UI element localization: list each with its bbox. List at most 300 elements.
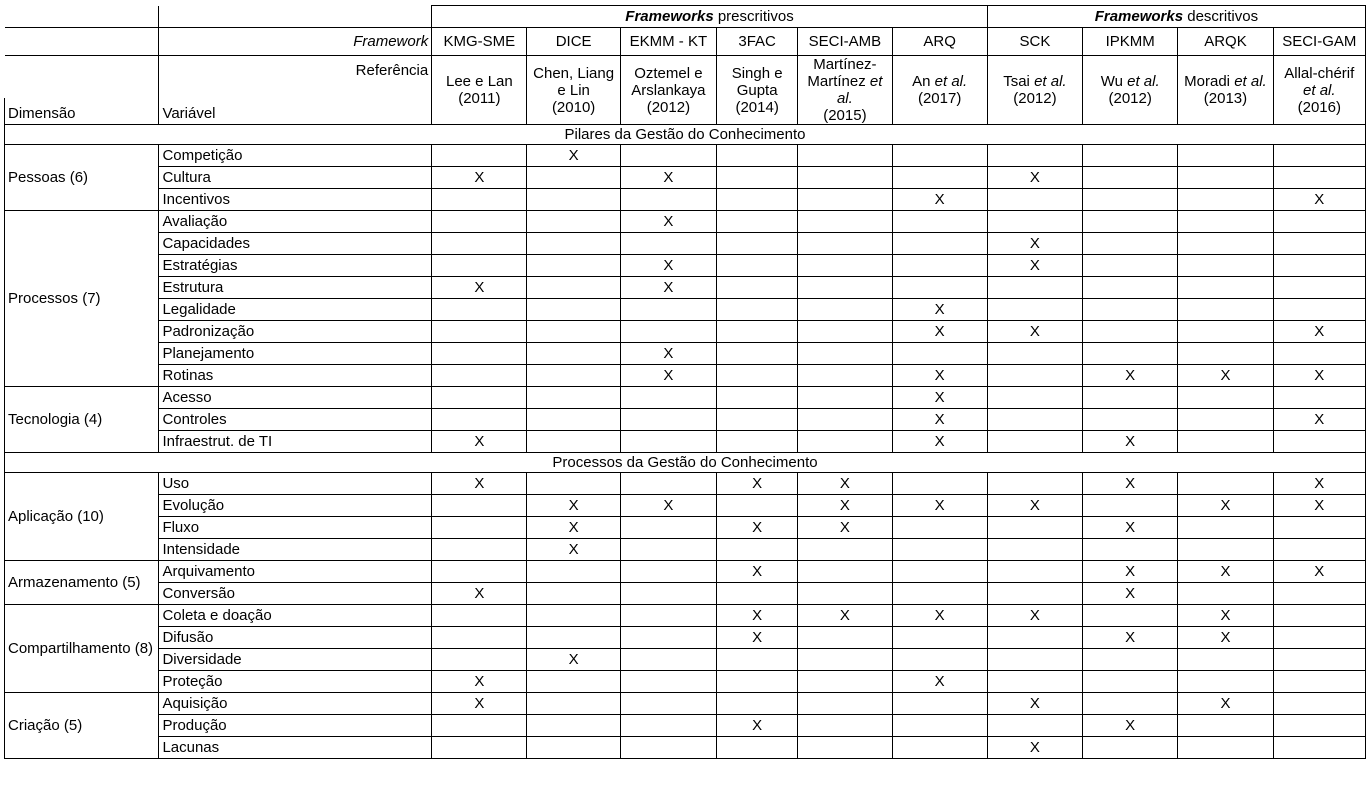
mark-empty [1178,277,1273,299]
mark-empty [620,517,716,539]
mark-empty [717,189,798,211]
mark-empty [987,211,1082,233]
mark-empty [432,255,527,277]
reference-authors: Oztemel e Arslankaya [631,64,706,99]
mark-empty [432,495,527,517]
dimension-cell: Pessoas (6) [5,145,159,211]
mark-x: X [432,693,527,715]
variable-cell: Estrutura [159,277,432,299]
mark-empty [620,715,716,737]
mark-empty [1083,255,1178,277]
variable-cell: Controles [159,409,432,431]
mark-empty [1083,539,1178,561]
mark-empty [620,583,716,605]
mark-empty [987,343,1082,365]
mark-empty [892,343,987,365]
reference-etal: et al. [1034,73,1067,90]
mark-x: X [1273,495,1365,517]
mark-empty [1083,211,1178,233]
mark-x: X [1273,189,1365,211]
mark-x: X [620,343,716,365]
table-row [5,583,1366,605]
variable-cell: Planejamento [159,343,432,365]
mark-empty [987,671,1082,693]
reference-etal: et al. [836,73,883,107]
reference-year: (2012) [1108,90,1152,107]
mark-empty [892,255,987,277]
descriptive-group-text: descritivos [1183,8,1259,25]
mark-empty [620,539,716,561]
mark-empty [1273,671,1365,693]
mark-empty [717,583,798,605]
mark-empty [527,473,620,495]
variable-cell: Avaliação [159,211,432,233]
mark-empty [1178,649,1273,671]
mark-empty [1273,649,1365,671]
mark-x: X [892,495,987,517]
table-row [5,299,1366,321]
mark-x: X [527,145,620,167]
mark-empty [1083,605,1178,627]
table-row [5,277,1366,299]
prescriptive-group-italic: Frameworks [625,8,714,25]
mark-empty [717,321,798,343]
mark-empty [1273,167,1365,189]
mark-empty [527,409,620,431]
mark-x: X [1178,605,1273,627]
framework-code: DICE [527,28,620,56]
mark-empty [798,583,892,605]
mark-x: X [1083,715,1178,737]
mark-empty [620,409,716,431]
mark-x: X [1178,627,1273,649]
mark-x: X [987,321,1082,343]
mark-empty [892,517,987,539]
mark-empty [798,671,892,693]
mark-empty [527,561,620,583]
mark-empty [432,715,527,737]
mark-empty [717,255,798,277]
reference-year: (2010) [551,98,596,116]
dimension-cell: Compartilhamento (8) [5,605,159,693]
reference-label: Referência [159,56,432,99]
mark-x: X [1178,495,1273,517]
reference-etal: et al. [1234,73,1267,90]
mark-x: X [1273,365,1365,387]
mark-empty [527,365,620,387]
mark-empty [798,255,892,277]
mark-empty [620,671,716,693]
mark-x: X [1083,365,1178,387]
mark-empty [527,321,620,343]
mark-empty [717,737,798,759]
framework-reference [987,56,1082,125]
reference-etal: et al. [1127,73,1160,90]
section-title: Processos da Gestão do Conhecimento [5,453,1366,473]
table-row [5,473,1366,495]
reference-authors: Moradi [1184,73,1231,90]
mark-empty [1178,583,1273,605]
mark-empty [798,233,892,255]
table-row [5,561,1366,583]
mark-empty [527,299,620,321]
framework-code: SCK [987,28,1082,56]
mark-x: X [1273,321,1365,343]
mark-empty [527,605,620,627]
mark-empty [987,365,1082,387]
dimension-cell: Armazenamento (5) [5,561,159,605]
mark-x: X [892,189,987,211]
mark-empty [717,539,798,561]
mark-empty [620,189,716,211]
mark-x: X [1178,365,1273,387]
mark-x: X [527,649,620,671]
mark-x: X [432,431,527,453]
mark-x: X [892,671,987,693]
mark-empty [717,167,798,189]
mark-empty [892,233,987,255]
variable-cell: Acesso [159,387,432,409]
mark-x: X [432,473,527,495]
mark-empty [798,321,892,343]
mark-x: X [527,539,620,561]
mark-x: X [717,561,798,583]
mark-empty [527,671,620,693]
table-row [5,517,1366,539]
mark-x: X [798,605,892,627]
mark-empty [620,299,716,321]
mark-empty [1273,211,1365,233]
mark-x: X [892,409,987,431]
dimension-cell: Tecnologia (4) [5,387,159,453]
mark-empty [798,715,892,737]
mark-empty [1273,431,1365,453]
variable-cell: Evolução [159,495,432,517]
mark-empty [527,189,620,211]
mark-x: X [798,495,892,517]
variable-cell: Produção [159,715,432,737]
table-row [5,255,1366,277]
framework-code: EKMM - KT [620,28,716,56]
mark-empty [1273,737,1365,759]
mark-empty [432,343,527,365]
reference-authors: Martínez-Martínez [807,56,877,90]
mark-x: X [892,387,987,409]
table-row [5,693,1366,715]
variable-cell: Competição [159,145,432,167]
framework-code: ARQK [1178,28,1273,56]
mark-empty [987,473,1082,495]
table-row [5,189,1366,211]
mark-empty [1178,473,1273,495]
mark-x: X [620,495,716,517]
mark-empty [1178,299,1273,321]
mark-x: X [1273,409,1365,431]
mark-empty [527,715,620,737]
framework-code: KMG-SME [432,28,527,56]
reference-authors: Chen, Liang e Lin [533,64,615,99]
mark-empty [1178,211,1273,233]
mark-empty [432,189,527,211]
mark-empty [1273,693,1365,715]
mark-empty [987,649,1082,671]
mark-empty [987,583,1082,605]
mark-empty [717,365,798,387]
variable-cell: Incentivos [159,189,432,211]
reference-year: (2014) [735,98,779,116]
mark-empty [620,233,716,255]
mark-empty [1083,693,1178,715]
framework-code: ARQ [892,28,987,56]
framework-code: SECI-GAM [1273,28,1365,56]
mark-x: X [892,299,987,321]
mark-empty [1178,321,1273,343]
mark-empty [892,627,987,649]
mark-empty [892,473,987,495]
mark-empty [987,189,1082,211]
mark-empty [432,517,527,539]
reference-year: (2012) [646,98,691,116]
mark-empty [717,145,798,167]
variable-cell: Arquivamento [159,561,432,583]
table-row [5,671,1366,693]
mark-empty [1178,671,1273,693]
mark-empty [798,299,892,321]
framework-reference [892,56,987,125]
mark-empty [432,737,527,759]
mark-empty [1273,299,1365,321]
mark-empty [1178,737,1273,759]
mark-empty [892,649,987,671]
reference-etal: et al. [1303,81,1336,99]
mark-x: X [892,431,987,453]
dimension-cell: Processos (7) [5,211,159,387]
blank-corner-1 [5,6,159,28]
variable-header: Variável [159,98,432,125]
mark-empty [432,211,527,233]
mark-empty [620,561,716,583]
framework-label: Framework [159,28,432,56]
mark-empty [1178,343,1273,365]
mark-empty [432,299,527,321]
table-row [5,145,1366,167]
mark-x: X [1083,431,1178,453]
reference-year: (2017) [917,90,962,107]
mark-empty [1083,277,1178,299]
mark-empty [1178,409,1273,431]
mark-empty [987,409,1082,431]
mark-x: X [987,605,1082,627]
mark-x: X [892,365,987,387]
mark-x: X [717,605,798,627]
mark-x: X [1083,583,1178,605]
reference-year: (2016) [1297,98,1341,116]
mark-x: X [432,167,527,189]
mark-x: X [717,473,798,495]
framework-reference [1273,56,1365,125]
mark-empty [798,343,892,365]
mark-empty [1178,189,1273,211]
table-row [5,321,1366,343]
mark-empty [1083,321,1178,343]
mark-empty [1178,167,1273,189]
mark-x: X [987,255,1082,277]
mark-empty [620,321,716,343]
mark-empty [1273,539,1365,561]
variable-cell: Difusão [159,627,432,649]
mark-x: X [987,495,1082,517]
framework-reference [620,56,716,125]
mark-empty [432,321,527,343]
table-row [5,539,1366,561]
mark-empty [527,693,620,715]
mark-empty [1273,715,1365,737]
mark-empty [1178,715,1273,737]
variable-cell: Intensidade [159,539,432,561]
mark-empty [798,649,892,671]
mark-empty [717,387,798,409]
mark-empty [1178,431,1273,453]
mark-x: X [527,495,620,517]
mark-empty [1178,539,1273,561]
mark-x: X [717,627,798,649]
variable-cell: Estratégias [159,255,432,277]
mark-empty [432,539,527,561]
mark-x: X [1083,561,1178,583]
blank-left-ref [5,56,159,99]
blank-left [5,28,159,56]
mark-empty [1178,387,1273,409]
section-title: Pilares da Gestão do Conhecimento [5,125,1366,145]
mark-empty [432,145,527,167]
framework-reference [717,56,798,125]
table-row [5,409,1366,431]
blank-corner-2 [159,6,432,28]
table-row [5,627,1366,649]
mark-empty [527,233,620,255]
mark-empty [527,737,620,759]
framework-code: IPKMM [1083,28,1178,56]
mark-x: X [432,671,527,693]
mark-empty [1273,145,1365,167]
mark-empty [987,431,1082,453]
mark-empty [717,649,798,671]
mark-empty [1273,517,1365,539]
table-row [5,431,1366,453]
reference-year: (2012) [1013,90,1057,107]
mark-empty [798,737,892,759]
variable-cell: Fluxo [159,517,432,539]
mark-empty [1178,517,1273,539]
mark-empty [620,737,716,759]
mark-empty [1083,145,1178,167]
mark-empty [1083,189,1178,211]
mark-empty [1083,495,1178,517]
mark-empty [717,233,798,255]
mark-x: X [1083,627,1178,649]
mark-empty [798,561,892,583]
mark-empty [892,167,987,189]
mark-empty [892,277,987,299]
mark-empty [798,431,892,453]
mark-x: X [892,321,987,343]
mark-empty [717,431,798,453]
mark-x: X [620,211,716,233]
variable-cell: Aquisição [159,693,432,715]
variable-cell: Diversidade [159,649,432,671]
mark-empty [1083,233,1178,255]
mark-empty [1083,387,1178,409]
mark-empty [987,277,1082,299]
mark-empty [798,627,892,649]
mark-empty [1273,343,1365,365]
mark-empty [717,299,798,321]
mark-empty [432,387,527,409]
mark-empty [1083,343,1178,365]
framework-code: SECI-AMB [798,28,892,56]
mark-empty [798,539,892,561]
mark-x: X [1178,561,1273,583]
mark-x: X [1273,473,1365,495]
table-row [5,715,1366,737]
table-row [5,343,1366,365]
mark-x: X [717,715,798,737]
reference-authors: An [912,73,931,90]
mark-empty [892,715,987,737]
variable-cell: Legalidade [159,299,432,321]
prescriptive-group-text: prescritivos [713,8,794,25]
mark-empty [527,431,620,453]
mark-empty [717,495,798,517]
mark-empty [1273,255,1365,277]
mark-empty [1083,167,1178,189]
mark-x: X [1178,693,1273,715]
mark-empty [527,167,620,189]
mark-empty [892,539,987,561]
framework-reference [527,56,620,125]
mark-x: X [432,583,527,605]
mark-empty [717,671,798,693]
mark-empty [1178,233,1273,255]
mark-empty [620,473,716,495]
mark-empty [798,189,892,211]
variable-cell: Cultura [159,167,432,189]
mark-empty [798,145,892,167]
mark-empty [620,431,716,453]
mark-empty [1083,649,1178,671]
variable-cell: Lacunas [159,737,432,759]
framework-reference [798,56,892,125]
mark-empty [798,211,892,233]
mark-empty [892,693,987,715]
reference-year: (2011) [458,90,501,107]
reference-year: (2015) [823,107,867,124]
variable-cell: Conversão [159,583,432,605]
mark-empty [1273,277,1365,299]
variable-cell: Uso [159,473,432,495]
mark-x: X [987,167,1082,189]
descriptive-group-italic: Frameworks [1094,8,1184,25]
mark-empty [798,693,892,715]
mark-empty [432,561,527,583]
mark-empty [527,343,620,365]
mark-x: X [798,517,892,539]
mark-empty [798,167,892,189]
mark-x: X [1083,473,1178,495]
mark-x: X [987,737,1082,759]
mark-empty [1273,233,1365,255]
dimension-header: Dimensão [5,98,159,125]
